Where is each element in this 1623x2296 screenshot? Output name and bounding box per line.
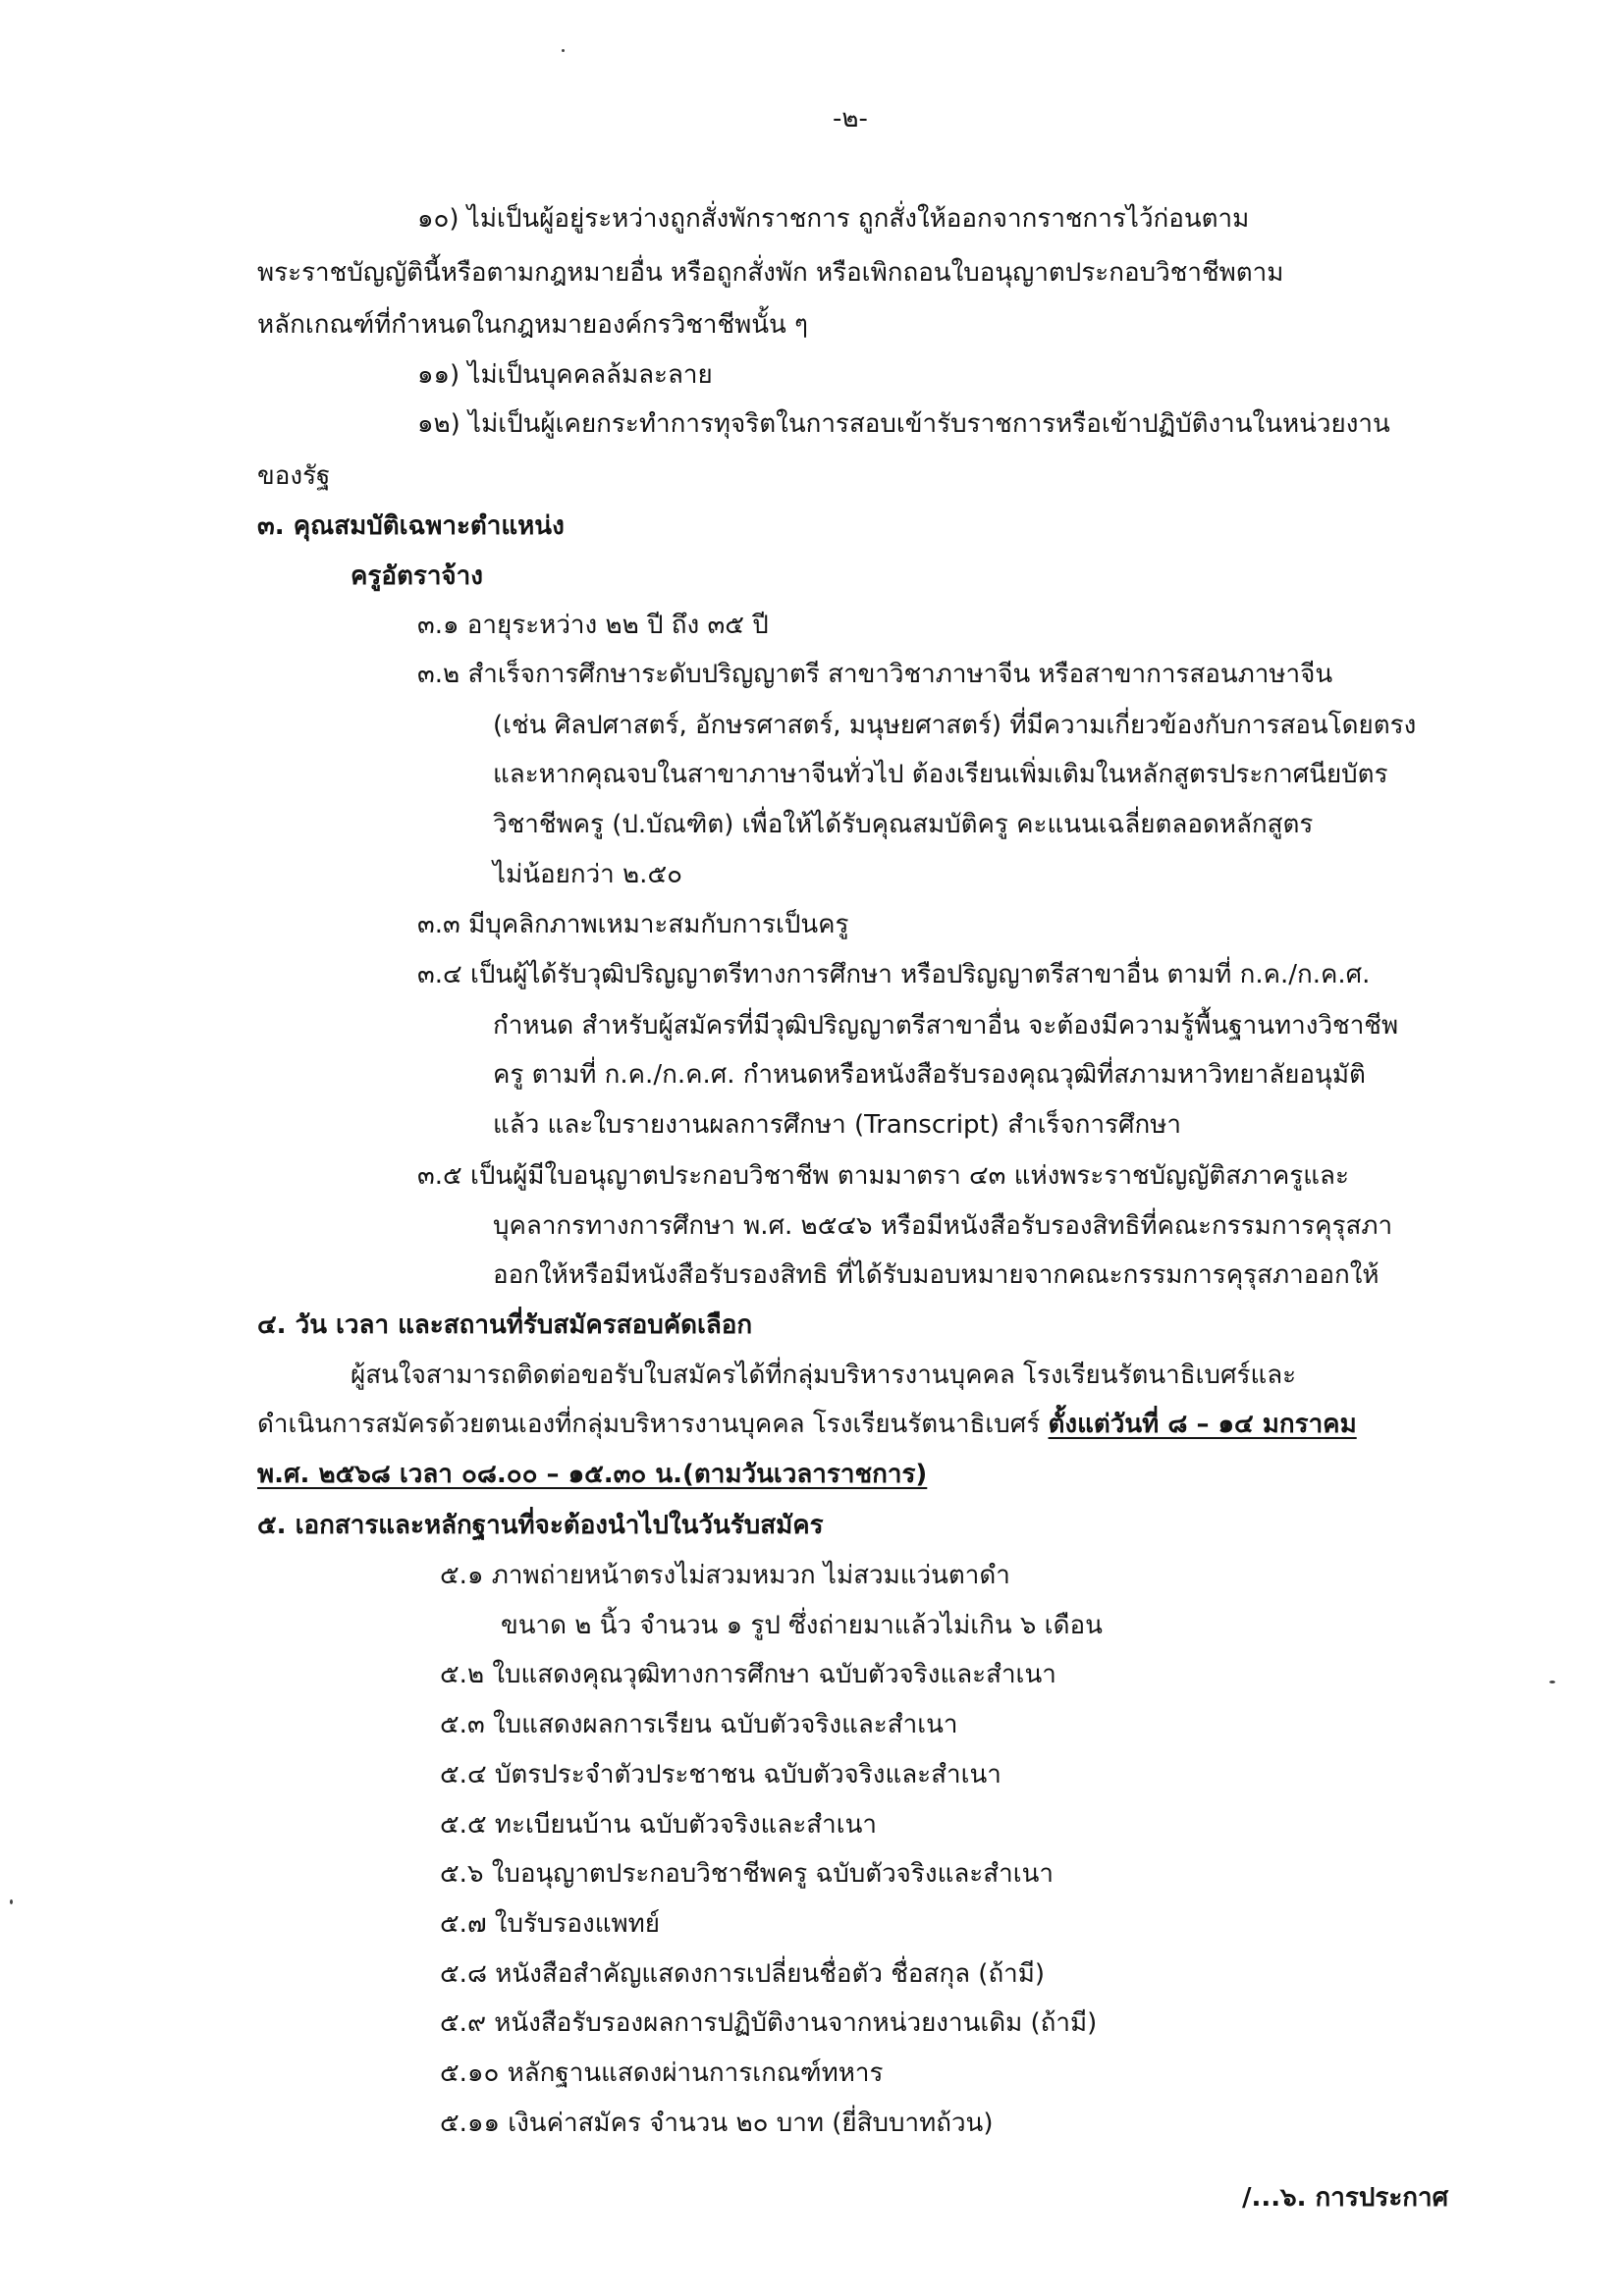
section-5-item-10: ๕.๑๐ หลักฐานแสดงผ่านการเกณฑ์ทหาร — [440, 2058, 884, 2088]
qualification-11: ๑๑) ไม่เป็นบุคคลล้มละลาย — [417, 360, 713, 390]
scan-speck — [10, 1899, 13, 1904]
section-3-item-1: ๓.๑ อายุระหว่าง ๒๒ ปี ถึง ๓๕ ปี — [417, 611, 769, 640]
section-3-item-4-line-3: ครู ตามที่ ก.ค./ก.ค.ศ. กำหนดหรือหนังสือรับรองคุณวุฒิที่สภามหาวิทยาลัยอนุมัติ — [493, 1060, 1366, 1090]
section-3-item-2-line-2: (เช่น ศิลปศาสตร์, อักษรศาสตร์, มนุษยศาสตร์) ที่มีความเกี่ยวข้องกับการสอนโดยตรง — [493, 711, 1417, 740]
section-5-item-3: ๕.๓ ใบแสดงผลการเรียน ฉบับตัวจริงและสำเนา — [440, 1710, 958, 1739]
section-3-item-5-line-3: ออกให้หรือมีหนังสือรับรองสิทธิ ที่ได้รับมอบหมายจากคณะกรรมการคุรุสภาออกให้ — [493, 1260, 1380, 1290]
section-3-item-2-line-4: วิชาชีพครู (ป.บัณฑิต) เพื่อให้ได้รับคุณสมบัติครู คะแนนเฉลี่ยตลอดหลักสูตร — [493, 810, 1314, 839]
section-5-item-1-line-2: ขนาด ๒ นิ้ว จำนวน ๑ รูป ซึ่งถ่ายมาแล้วไม่เกิน ๖ เดือน — [501, 1611, 1103, 1640]
section-3-item-4-line-1: ๓.๔ เป็นผู้ได้รับวุฒิปริญญาตรีทางการศึกษา หรือปริญญาตรีสาขาอื่น ตามที่ ก.ค./ก.ค.ศ. — [417, 960, 1371, 989]
section-4-line-1: ผู้สนใจสามารถติดต่อขอรับใบสมัครได้ที่กลุ่มบริหารงานบุคคล โรงเรียนรัตนาธิเบศร์และ — [351, 1361, 1297, 1390]
section-3-item-4-line-4: แล้ว และใบรายงานผลการศึกษา (Transcript) สำเร็จการศึกษา — [493, 1110, 1182, 1140]
scan-speck — [1549, 1681, 1555, 1683]
application-year-time: พ.ศ. ๒๕๖๘ เวลา ๐๘.๐๐ – ๑๕.๓๐ น.(ตามวันเวลาราชการ) — [257, 1460, 928, 1489]
section-3-item-2-line-1: ๓.๒ สำเร็จการศึกษาระดับปริญญาตรี สาขาวิชาภาษาจีน หรือสาขาการสอนภาษาจีน — [417, 660, 1333, 689]
section-5-item-11: ๕.๑๑ เงินค่าสมัคร จำนวน ๒๐ บาท (ยี่สิบบาทถ้วน) — [440, 2109, 994, 2138]
qualification-10-line-3: หลักเกณฑ์ที่กำหนดในกฎหมายองค์กรวิชาชีพนั้น ๆ — [257, 310, 809, 340]
scan-speck — [562, 49, 565, 52]
section-3-subheading: ครูอัตราจ้าง — [351, 561, 483, 591]
section-5-item-5: ๕.๕ ทะเบียนบ้าน ฉบับตัวจริงและสำเนา — [440, 1810, 878, 1840]
qualification-12-line-2: ของรัฐ — [257, 461, 331, 491]
section-4-line-2 — [257, 1412, 1357, 1437]
section-3-item-2-line-3: และหากคุณจบในสาขาภาษาจีนทั่วไป ต้องเรียนเพิ่มเติมในหลักสูตรประกาศนียบัตร — [493, 760, 1388, 789]
section-3-heading: ๓. คุณสมบัติเฉพาะตำแหน่ง — [257, 511, 565, 541]
section-5-item-1-line-1: ๕.๑ ภาพถ่ายหน้าตรงไม่สวมหมวก ไม่สวมแว่นตาดำ — [440, 1561, 1010, 1590]
section-5-item-8: ๕.๘ หนังสือสำคัญแสดงการเปลี่ยนชื่อตัว ชื่อสกุล (ถ้ามี) — [440, 1959, 1046, 1989]
section-5-item-6: ๕.๖ ใบอนุญาตประกอบวิชาชีพครู ฉบับตัวจริงและสำเนา — [440, 1859, 1054, 1889]
qualification-10-line-1: ๑๐) ไม่เป็นผู้อยู่ระหว่างถูกสั่งพักราชการ ถูกสั่งให้ออกจากราชการไว้ก่อนตาม — [417, 204, 1250, 234]
qualification-10-line-2: พระราชบัญญัตินี้หรือตามกฎหมายอื่น หรือถูกสั่งพัก หรือเพิกถอนใบอนุญาตประกอบวิชาชีพตาม — [257, 258, 1284, 288]
qualification-12-line-1: ๑๒) ไม่เป็นผู้เคยกระทำการทุจริตในการสอบเข้ารับราชการหรือเข้าปฏิบัติงานในหน่วยงาน — [417, 409, 1390, 439]
section-4-line-2-text: ดำเนินการสมัครด้วยตนเองที่กลุ่มบริหารงานบุคคล โรงเรียนรัตนาธิเบศร์ — [257, 1410, 1049, 1439]
section-3-item-4-line-2: กำหนด สำหรับผู้สมัครที่มีวุฒิปริญญาตรีสาขาอื่น จะต้องมีความรู้พื้นฐานทางวิชาชีพ — [493, 1011, 1399, 1041]
section-5-item-2: ๕.๒ ใบแสดงคุณวุฒิทางการศึกษา ฉบับตัวจริงและสำเนา — [440, 1660, 1056, 1689]
page-number: -๒- — [833, 104, 868, 133]
section-3-item-5-line-1: ๓.๕ เป็นผู้มีใบอนุญาตประกอบวิชาชีพ ตามมาตรา ๔๓ แห่งพระราชบัญญัติสภาครูและ — [417, 1161, 1349, 1191]
section-3-item-5-line-2: บุคลากรทางการศึกษา พ.ศ. ๒๕๔๖ หรือมีหนังสือรับรองสิทธิที่คณะกรรมการคุรุสภา — [493, 1211, 1393, 1241]
section-3-item-3: ๓.๓ มีบุคลิกภาพเหมาะสมกับการเป็นครู — [417, 910, 849, 939]
section-5-item-9: ๕.๙ หนังสือรับรองผลการปฏิบัติงานจากหน่วยงานเดิม (ถ้ามี) — [440, 2008, 1098, 2038]
section-5-item-4: ๕.๔ บัตรประจำตัวประชาชน ฉบับตัวจริงและสำเนา — [440, 1760, 1001, 1789]
continuation-note: /...๖. การประกาศ — [1242, 2183, 1449, 2213]
section-4-heading: ๔. วัน เวลา และสถานที่รับสมัครสอบคัดเลือก — [257, 1310, 753, 1340]
section-3-item-2-line-5: ไม่น้อยกว่า ๒.๕๐ — [493, 860, 682, 889]
application-dates: ตั้งแต่วันที่ ๘ – ๑๔ มกราคม — [1048, 1410, 1357, 1439]
section-5-heading: ๕. เอกสารและหลักฐานที่จะต้องนำไปในวันรับสมัคร — [257, 1511, 824, 1540]
section-5-item-7: ๕.๗ ใบรับรองแพทย์ — [440, 1909, 660, 1939]
